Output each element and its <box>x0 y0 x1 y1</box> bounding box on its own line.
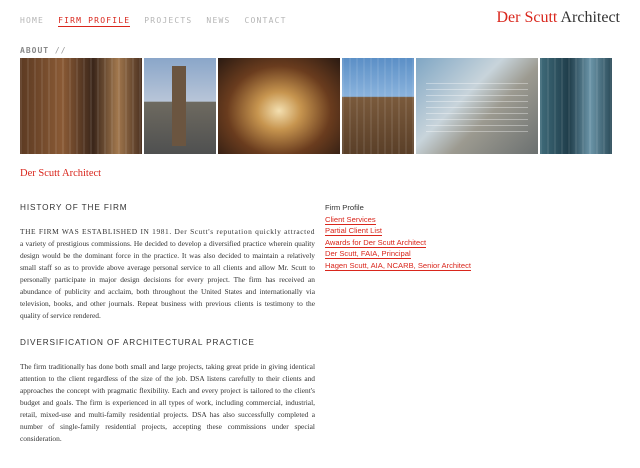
photo-tower <box>144 58 216 154</box>
nav-news[interactable]: NEWS <box>206 16 231 25</box>
logo-architect: Architect <box>560 9 620 26</box>
sidebar-link-label: Partial Client List <box>325 226 382 236</box>
photo-interior-hall <box>218 58 340 154</box>
photo-building-facade <box>20 58 142 154</box>
nav-projects[interactable]: PROJECTS <box>144 16 193 25</box>
nav-contact[interactable]: CONTACT <box>244 16 287 25</box>
photo-strip <box>20 58 616 154</box>
logo-name: Der Scutt <box>496 9 558 26</box>
sidebar-link-client-services[interactable] <box>325 214 471 225</box>
photo-highrise <box>342 58 414 154</box>
sidebar-link-label: Awards for Der Scutt Architect <box>325 237 427 247</box>
history-paragraph: THE FIRM WAS ESTABLISHED IN 1981. Der Scutt's reputation quickly attracted a variety of prestigious commissions. He decided to develop a diversified practice wherein quality design would be the dominant force in the practice. It was also decided to maintain a relatively small staff so as to provide above average personal service to all clients and allow Mr. Scutt to personally participate in major design decisions for every project. The firm has received an abundance of publicity and acclaim, both throughout the United States and internationally via television, books, and other journals. Repeat business with previous clients is testimony to the quality of service rendered. <box>20 227 315 320</box>
sidebar-link-label: Hagen Scutt, AIA, NCARB, Senior Architect <box>325 260 472 270</box>
photo-glass-atrium <box>416 58 538 154</box>
top-nav <box>20 16 287 27</box>
nav-firm-profile[interactable]: FIRM PROFILE <box>58 16 131 25</box>
sidebar <box>325 203 471 271</box>
sidebar-link-awards[interactable] <box>325 237 471 248</box>
sidebar-link-der-scutt[interactable] <box>325 248 471 259</box>
section-separator: // <box>54 46 67 55</box>
photo-glass-tower <box>540 58 612 154</box>
section-label <box>20 46 67 55</box>
sidebar-link-label: Client Services <box>325 215 376 224</box>
nav-home[interactable]: HOME <box>20 16 45 25</box>
diversification-heading: DIVERSIFICATION OF ARCHITECTURAL PRACTICE <box>20 338 255 347</box>
section-label-text: ABOUT <box>20 46 50 55</box>
page-subtitle: Der Scutt Architect <box>20 168 102 179</box>
history-heading: HISTORY OF THE FIRM <box>20 203 128 212</box>
sidebar-heading: Firm Profile <box>325 203 364 212</box>
sidebar-link-label: Der Scutt, FAIA, Principal <box>325 249 411 259</box>
sidebar-link-partial-client-list[interactable] <box>325 225 471 236</box>
sidebar-link-hagen-scutt[interactable] <box>325 260 471 271</box>
diversification-paragraph: The firm traditionally has done both small and large projects, taking great pride in giving identical attention to the client regardless of the size of the job. DSA listens carefully to their clients and approaches the concept with pragmatic flexibility. Each and every project is tailored to the client's budget and goals. The firm is experienced in all types of work, including commercial, industrial, retail, mixed-use and multi-family residential projects. DSA has also successfully completed a number of single-family residential projects, accepting these commissions under special consideration. <box>20 362 315 443</box>
site-logo[interactable] <box>496 9 620 27</box>
main-content <box>20 203 315 461</box>
